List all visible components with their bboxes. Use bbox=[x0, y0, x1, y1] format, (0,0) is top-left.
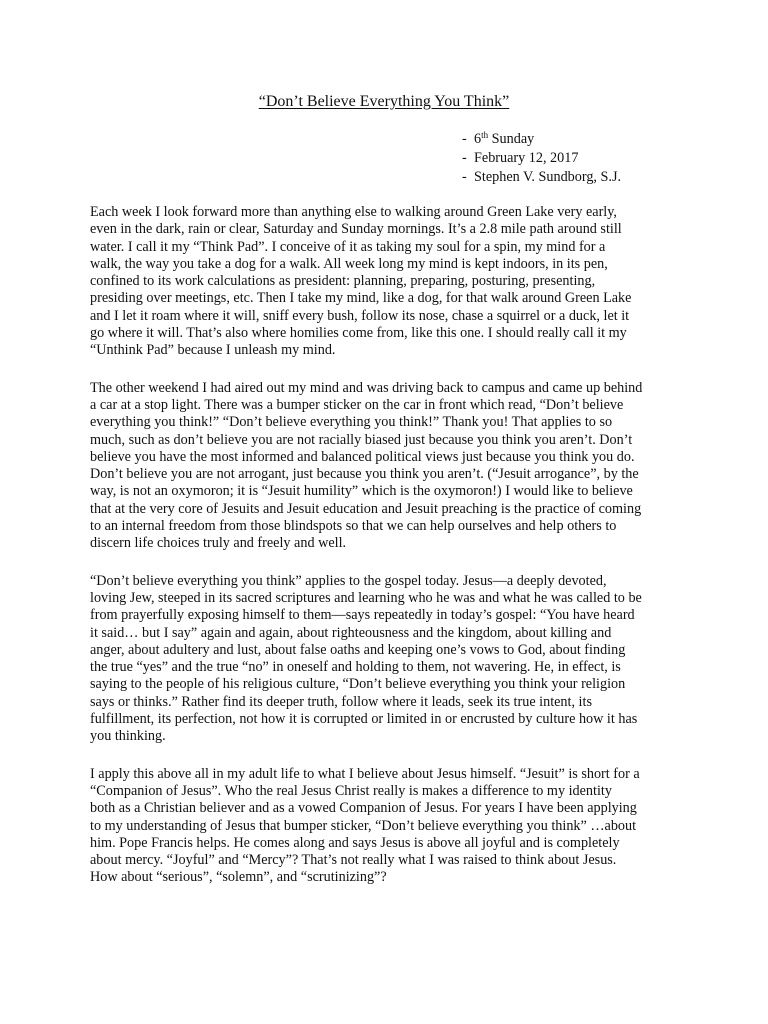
paragraph-line: The other weekend I had aired out my mind and was driving back to campus and came up behind bbox=[90, 379, 643, 396]
paragraph-line: from prayerfully exposing himself to them—says repeatedly in today’s gospel: “You have heard bbox=[90, 607, 635, 624]
meta-occasion bbox=[462, 130, 621, 149]
occasion-rest: Sunday bbox=[488, 131, 535, 147]
paragraph-line: and I let it roam where it will, sniff every bush, follow its nose, chase a squirrel or a duck, let it bbox=[90, 307, 630, 324]
meta-author bbox=[462, 168, 621, 187]
body-paragraph bbox=[90, 766, 690, 887]
paragraph-line: “Companion of Jesus”. Who the real Jesus Christ really is makes a difference to my identity bbox=[90, 782, 612, 799]
paragraph-line: confined to its work calculations as president: planning, preparing, posturing, presenting, bbox=[90, 273, 596, 290]
paragraph-line: both as a Christian believer and as a vowed Companion of Jesus. For years I have been applying bbox=[90, 800, 637, 817]
paragraph-line: way, is not an oxymoron; it is “Jesuit humility” which is the oxymoron!) I would like to believe bbox=[90, 483, 633, 500]
paragraph-line: to my understanding of Jesus that bumper sticker, “Don’t believe everything you think” …about bbox=[90, 817, 637, 834]
paragraph-line: to an internal freedom from those blindspots so that we can help ourselves and help others to bbox=[90, 518, 617, 535]
paragraph-line: anger, about adultery and lust, about false oaths and keeping one’s vows to God, about finding bbox=[90, 641, 626, 658]
paragraph-line: I apply this above all in my adult life to what I believe about Jesus himself. “Jesuit” is short for a bbox=[90, 765, 640, 782]
paragraph-line: Don’t believe you are not arrogant, just because you think you aren’t. (“Jesuit arrogance”, by the bbox=[90, 466, 639, 483]
paragraph-line: says or thinks.” Rather find its deeper truth, follow where it leads, seek its true intent, its bbox=[90, 693, 592, 710]
paragraph-line: that at the very core of Jesuits and Jesuit education and Jesuit preaching is the practice of coming bbox=[90, 500, 642, 517]
paragraph-line: saying to the people of his religious culture, “Don’t believe everything you think your religion bbox=[90, 676, 626, 693]
sermon-meta-list bbox=[462, 130, 621, 187]
meta-author-text: Stephen V. Sundborg, S.J. bbox=[474, 169, 622, 185]
meta-date bbox=[462, 149, 621, 168]
occasion-number: 6 bbox=[474, 131, 482, 147]
paragraph-line: presiding over meetings, etc. Then I take my mind, like a dog, for that walk around Green Lake bbox=[90, 290, 632, 307]
list-dash: - bbox=[462, 131, 467, 147]
paragraph-line: loving Jew, steeped in its sacred scriptures and learning who he was and what he was called to be bbox=[90, 589, 642, 606]
paragraph-line: him. Pope Francis helps. He comes along and says Jesus is above all joyful and is completely bbox=[90, 834, 620, 851]
body-paragraph bbox=[90, 573, 690, 746]
paragraph-line: it said… but I say” again and again, about righteousness and the kingdom, about killing and bbox=[90, 624, 612, 641]
document-title bbox=[0, 92, 768, 112]
paragraph-line: fulfillment, its perfection, not how it is corrupted or limited in or encrusted by culture how it has bbox=[90, 711, 638, 728]
body-paragraph bbox=[90, 380, 690, 553]
paragraph-line: Each week I look forward more than anything else to walking around Green Lake very early, bbox=[90, 204, 617, 220]
paragraph-line: go where it will. That’s also where homilies come from, like this one. I should really call it my bbox=[90, 325, 627, 342]
paragraph-line: everything you think!” “Don’t believe everything you think!” Thank you! That applies to so bbox=[90, 414, 613, 431]
paragraph-line: the true “yes” and the true “no” in oneself and holding to them, not wavering. He, in effect, is bbox=[90, 659, 621, 676]
paragraph-line: walk, the way you take a dog for a walk. All week long my mind is kept indoors, in its pen, bbox=[90, 255, 608, 272]
document-title-text: “Don’t Believe Everything You Think” bbox=[258, 93, 510, 110]
paragraph-line: water. I call it my “Think Pad”. I conceive of it as taking my soul for a spin, my mind for a bbox=[90, 238, 606, 255]
paragraph-line: about mercy. “Joyful” and “Mercy”? That’s not really what I was raised to think about Jesus. bbox=[90, 852, 617, 869]
meta-date-text: February 12, 2017 bbox=[474, 150, 579, 166]
paragraph-line: How about “serious”, “solemn”, and “scrutinizing”? bbox=[90, 869, 387, 886]
paragraph-line: believe you have the most informed and balanced political views just because you think you do. bbox=[90, 448, 635, 465]
paragraph-line: a car at a stop light. There was a bumper sticker on the car in front which read, “Don’t believe bbox=[90, 396, 624, 413]
list-dash: - bbox=[462, 150, 467, 166]
occasion-suffix: th bbox=[481, 130, 489, 140]
paragraph-line: much, such as don’t believe you are not racially biased just because you think you aren’t. Don’t bbox=[90, 431, 633, 448]
paragraph-line: you thinking. bbox=[90, 728, 166, 745]
paragraph-line: “Don’t believe everything you think” applies to the gospel today. Jesus—a deeply devoted, bbox=[90, 572, 607, 589]
paragraph-line: “Unthink Pad” because I unleash my mind. bbox=[90, 342, 336, 359]
document-body bbox=[90, 204, 690, 907]
list-dash: - bbox=[462, 169, 467, 185]
body-paragraph bbox=[90, 204, 690, 360]
paragraph-line: even in the dark, rain or clear, Saturday and Sunday mornings. It’s a 2.8 mile path around still bbox=[90, 221, 622, 238]
paragraph-line: discern life choices truly and freely and well. bbox=[90, 535, 347, 552]
